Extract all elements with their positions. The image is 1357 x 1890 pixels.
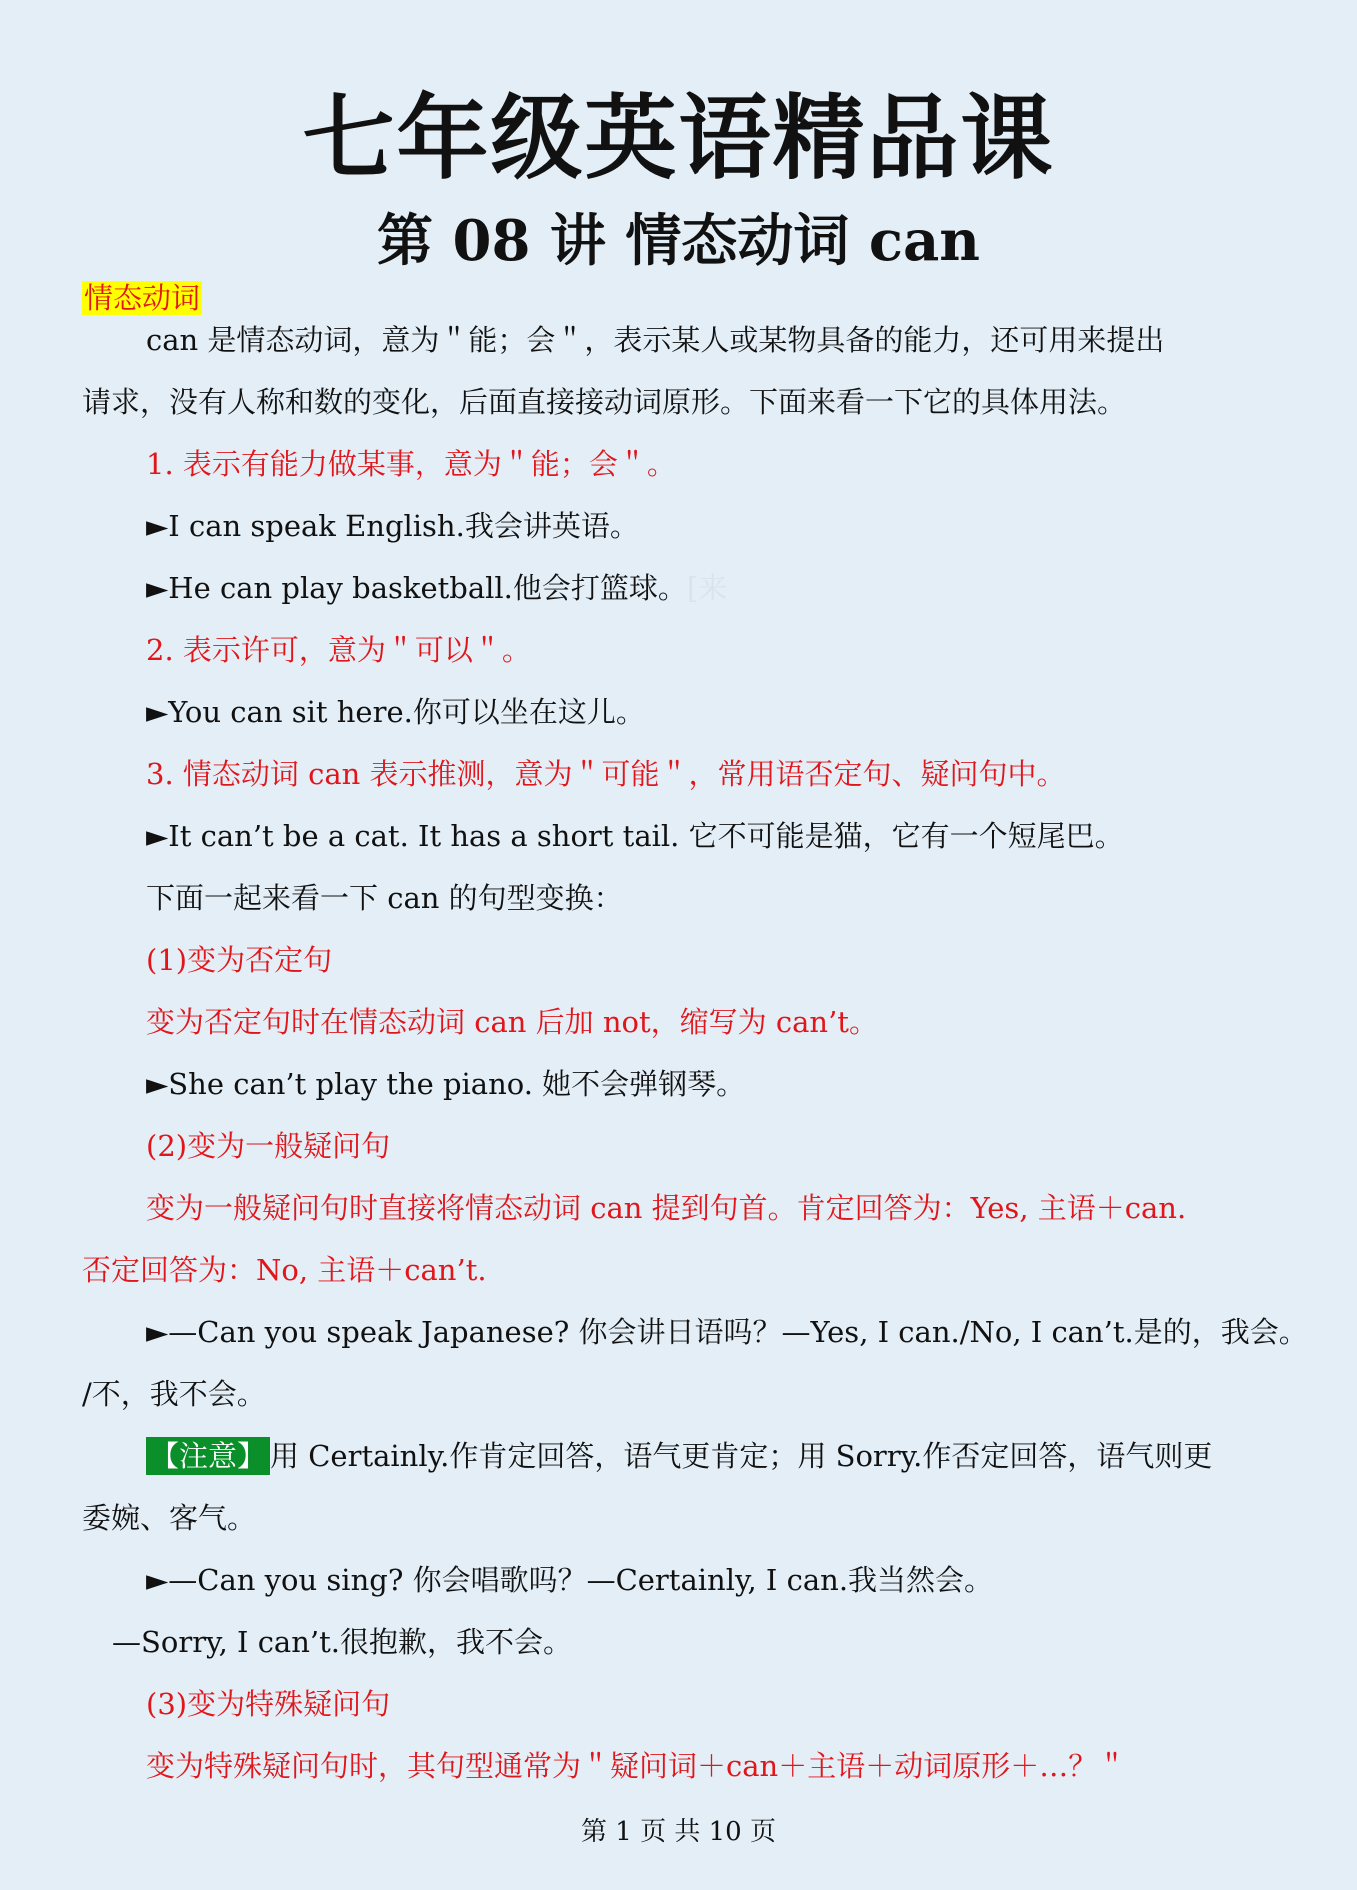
general-question-rule-2: 否定回答为：No, 主语＋can’t. xyxy=(82,1253,487,1287)
intro-line-1: can 是情态动词，意为＂能；会＂，表示某人或某物具备的能力，还可用来提出 xyxy=(146,323,1165,357)
example-7-line-1: ►—Can you sing? 你会唱歌吗？—Certainly, I can.我当然会。 xyxy=(146,1563,994,1597)
example-1: ►I can speak English.我会讲英语。 xyxy=(146,509,639,543)
stray-mark: [来 xyxy=(686,571,728,605)
example-2-text: ►He can play basketball.他会打篮球。 xyxy=(146,571,687,605)
example-6-line-1: ►—Can you speak Japanese? 你会讲日语吗？—Yes, I can./No, I can’t.是的，我会。 xyxy=(146,1315,1308,1349)
negative-rule: 变为否定句时在情态动词 can 后加 not，缩写为 can’t。 xyxy=(146,1005,878,1039)
example-7-line-2: —Sorry, I can’t.很抱歉，我不会。 xyxy=(112,1625,572,1659)
note-text-1: 用 Certainly.作肯定回答，语气更肯定；用 Sorry.作否定回答，语气则更 xyxy=(270,1439,1213,1473)
example-2 xyxy=(146,568,727,608)
example-4: ►It can’t be a cat. It has a short tail. 它不可能是猫，它有一个短尾巴。 xyxy=(146,819,1124,853)
negative-title: (1)变为否定句 xyxy=(146,943,333,977)
note-line-1 xyxy=(146,1436,1212,1476)
page-title: 七年级英语精品课 xyxy=(302,84,1055,192)
note-line-2: 委婉、客气。 xyxy=(82,1501,257,1535)
example-6-line-2: /不，我不会。 xyxy=(82,1377,266,1411)
lesson-subtitle: 第 08 讲 情态动词 can xyxy=(376,208,980,274)
general-question-title: (2)变为一般疑问句 xyxy=(146,1129,391,1163)
special-question-title: (3)变为特殊疑问句 xyxy=(146,1687,391,1721)
transform-intro: 下面一起来看一下 can 的句型变换： xyxy=(146,881,623,915)
example-5: ►She can’t play the piano. 她不会弹钢琴。 xyxy=(146,1067,746,1101)
page-footer: 第 1 页 共 10 页 xyxy=(581,1817,776,1847)
section-label xyxy=(82,278,202,318)
usage-point-2: 2. 表示许可，意为＂可以＂。 xyxy=(146,633,531,667)
usage-point-3: 3. 情态动词 can 表示推测，意为＂可能＂，常用语否定句、疑问句中。 xyxy=(146,757,1066,791)
special-question-rule: 变为特殊疑问句时，其句型通常为＂疑问词＋can＋主语＋动词原形＋…？＂ xyxy=(146,1749,1127,1783)
intro-line-2: 请求，没有人称和数的变化，后面直接接动词原形。下面来看一下它的具体用法。 xyxy=(82,385,1127,419)
general-question-rule-1: 变为一般疑问句时直接将情态动词 can 提到句首。肯定回答为：Yes, 主语＋can. xyxy=(146,1191,1187,1225)
section-label-highlight: 情态动词 xyxy=(84,281,201,315)
example-3: ►You can sit here.你可以坐在这儿。 xyxy=(146,695,645,729)
note-label: 【注意】 xyxy=(146,1437,270,1475)
usage-point-1: 1. 表示有能力做某事，意为＂能；会＂。 xyxy=(146,447,676,481)
